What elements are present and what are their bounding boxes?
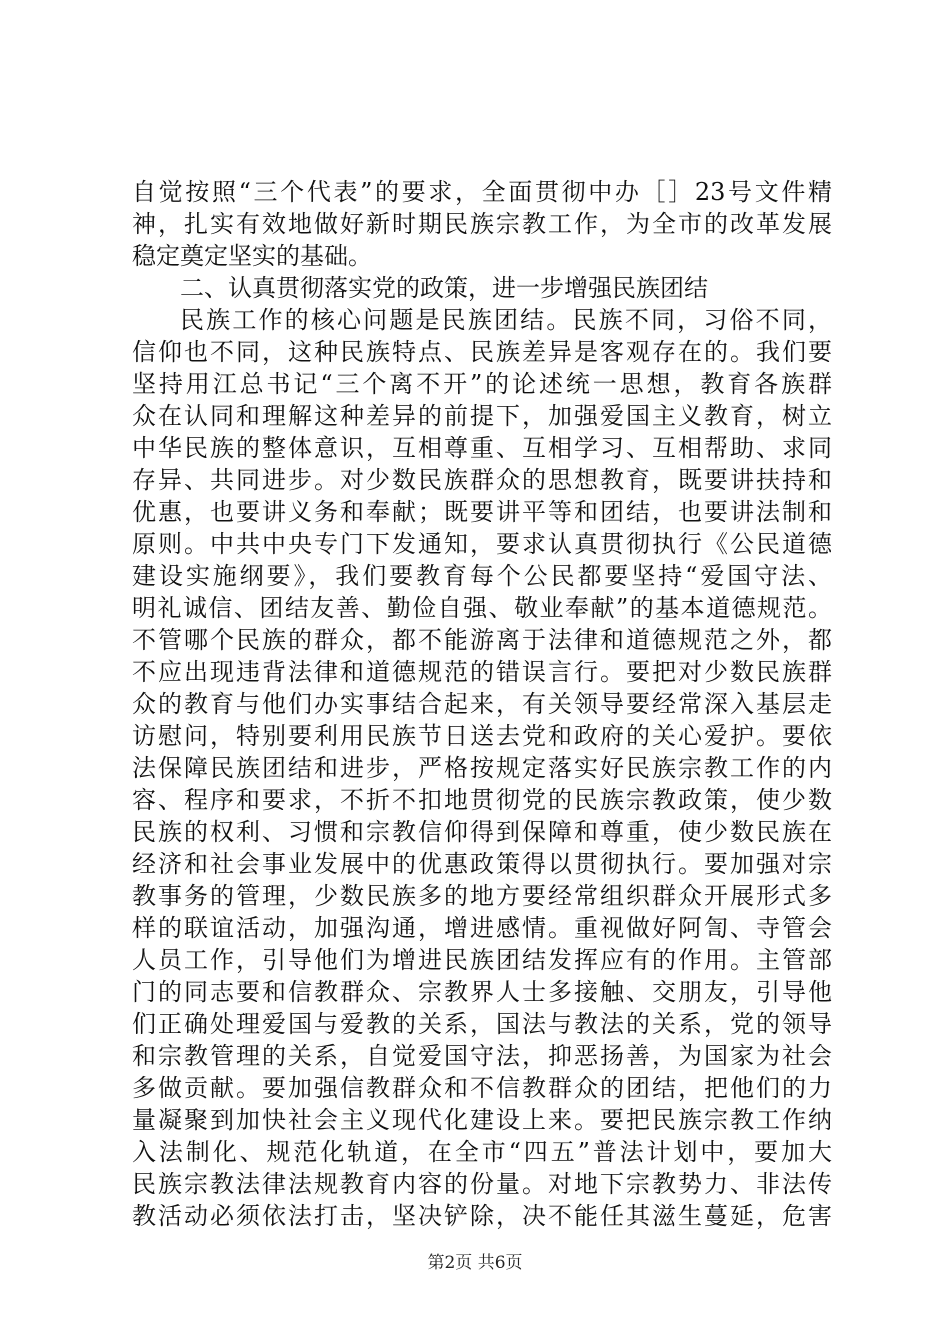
text-line-1: 自觉按照“三个代表”的要求，全面贯彻中办［］23号文件精 [132,178,832,206]
text-line-23: 教事务的管理，少数民族多的地方要经常组织群众开展形式多 [132,882,832,910]
text-line-6: 信仰也不同，这种民族特点、民族差异是客观存在的。我们要 [132,338,832,366]
section-heading: 二、认真贯彻落实党的政策，进一步增强民族团结 [180,274,708,302]
text-line-28: 和宗教管理的关系，自觉爱国守法，抑恶扬善，为国家为社会 [132,1042,832,1070]
text-line-3: 稳定奠定坚实的基础。 [132,242,372,270]
text-line-15: 不管哪个民族的群众，都不能游离于法律和道德规范之外，都 [132,626,832,654]
text-line-25: 人员工作，引导他们为增进民族团结发挥应有的作用。主管部 [132,946,832,974]
text-line-16: 不应出现违背法律和道德规范的错误言行。要把对少数民族群 [132,658,832,686]
text-line-30: 量凝聚到加快社会主义现代化建设上来。要把民族宗教工作纳 [132,1106,832,1134]
text-line-31: 入法制化、规范化轨道，在全市“四五”普法计划中，要加大 [132,1138,832,1166]
text-line-20: 容、程序和要求，不折不扣地贯彻党的民族宗教政策，使少数 [132,786,832,814]
text-line-10: 存异、共同进步。对少数民族群众的思想教育，既要讲扶持和 [132,466,832,494]
text-line-9: 中华民族的整体意识，互相尊重、互相学习、互相帮助、求同 [132,434,832,462]
text-line-24: 样的联谊活动，加强沟通，增进感情。重视做好阿訇、寺管会 [132,914,832,942]
text-line-18: 访慰问，特别要利用民族节日送去党和政府的关心爱护。要依 [132,722,832,750]
text-line-32: 民族宗教法律法规教育内容的份量。对地下宗教势力、非法传 [132,1170,832,1198]
text-line-21: 民族的权利、习惯和宗教信仰得到保障和尊重，使少数民族在 [132,818,832,846]
text-line-2: 神，扎实有效地做好新时期民族宗教工作，为全市的改革发展 [132,210,832,238]
text-line-22: 经济和社会事业发展中的优惠政策得以贯彻执行。要加强对宗 [132,850,832,878]
text-line-13: 建设实施纲要》，我们要教育每个公民都要坚持“爱国守法、 [132,562,832,590]
document-body [132,176,832,1232]
text-line-11: 优惠，也要讲义务和奉献；既要讲平等和团结，也要讲法制和 [132,498,832,526]
text-line-33: 教活动必须依法打击，坚决铲除，决不能任其滋生蔓延，危害 [132,1202,832,1230]
text-line-5: 民族工作的核心问题是民族团结。民族不同，习俗不同， [180,306,832,334]
text-line-7: 坚持用江总书记“三个离不开”的论述统一思想，教育各族群 [132,370,832,398]
text-line-12: 原则。中共中央专门下发通知，要求认真贯彻执行《公民道德 [132,530,832,558]
text-line-29: 多做贡献。要加强信教群众和不信教群众的团结，把他们的力 [132,1074,832,1102]
text-line-27: 们正确处理爱国与爱教的关系，国法与教法的关系，党的领导 [132,1010,832,1038]
text-line-14: 明礼诚信、团结友善、勤俭自强、敬业奉献”的基本道德规范。 [132,594,832,622]
text-line-17: 众的教育与他们办实事结合起来，有关领导要经常深入基层走 [132,690,832,718]
text-line-26: 门的同志要和信教群众、宗教界人士多接触、交朋友，引导他 [132,978,832,1006]
page-number-footer: 第2页 共6页 [427,1253,523,1273]
text-line-19: 法保障民族团结和进步，严格按规定落实好民族宗教工作的内 [132,754,832,782]
text-line-8: 众在认同和理解这种差异的前提下，加强爱国主义教育，树立 [132,402,832,430]
